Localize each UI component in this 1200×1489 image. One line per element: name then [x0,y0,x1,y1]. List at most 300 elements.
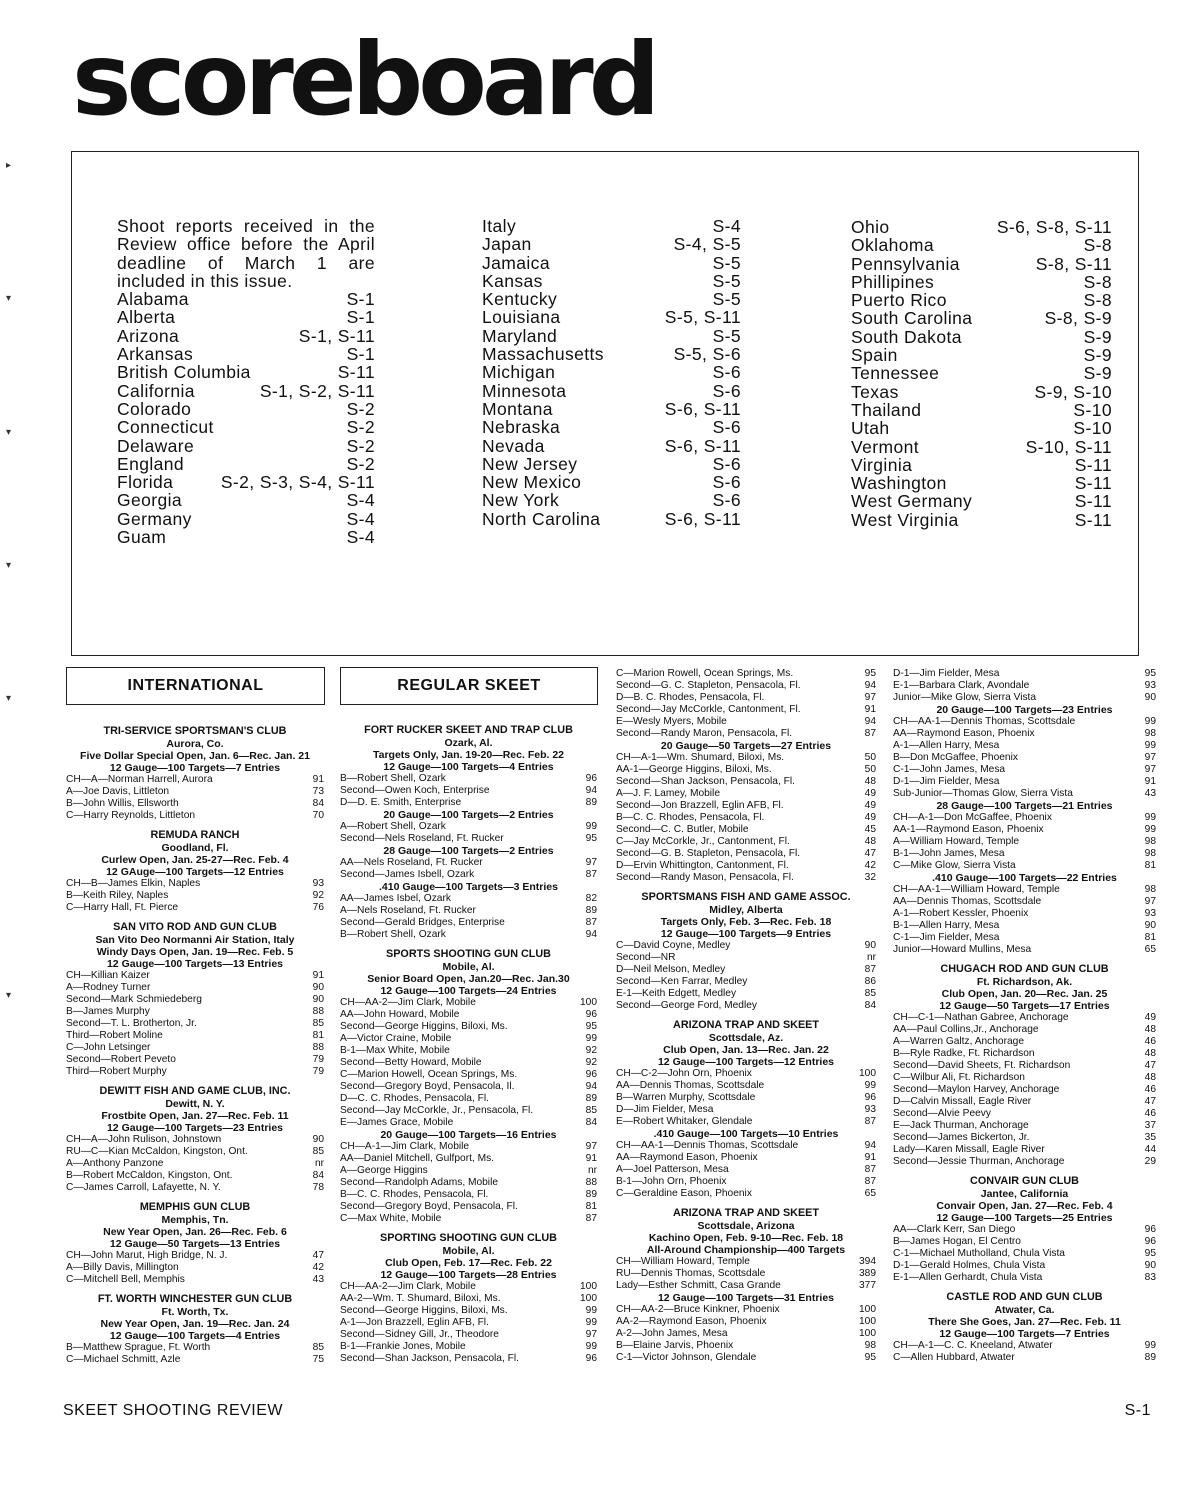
index-entry [482,491,741,509]
result-row [616,776,876,788]
shooter-score: 97 [585,1329,597,1340]
index-page-ref: S-1 [346,289,375,310]
result-row [616,1268,876,1280]
shooter-name: CH—AA-1—Dennis Thomas, Scottsdale [616,1140,799,1151]
event-heading: 12 Gauge—100 Targets—12 Entries [657,1056,835,1068]
shooter-score: 92 [585,1045,597,1056]
shooter-name: A—Rodney Turner [66,982,151,993]
shooter-name: CH—A—John Rulison, Johnstown [66,1134,222,1145]
shooter-score: 94 [864,1140,876,1151]
shooter-name: Lady—Esther Schmitt, Casa Grande [616,1280,781,1291]
index-state: West Germany [851,491,973,512]
index-list [851,218,1112,529]
club-name: DEWITT FISH AND GAME CLUB, INC. [99,1085,291,1097]
shooter-score: 97 [864,692,876,703]
shooter-name: Second—G. B. Stapleton, Pensacola, Fl. [616,848,801,859]
shooter-score: 99 [864,1080,876,1091]
shooter-score: 90 [1144,1260,1156,1271]
shooter-score: 89 [585,1189,597,1200]
event-heading: 12 Gauge—100 Targets—31 Entries [657,1292,835,1304]
index-intro: Shoot reports received in the Review office before the April deadline of March 1 are included in this issue. [117,216,375,291]
result-row [893,884,1156,896]
event-heading: Frostbite Open, Jan. 27—Rec. Feb. 11 [101,1110,289,1122]
index-state: Germany [117,508,192,529]
shooter-name: D—Neil Melson, Medley [616,964,726,975]
result-row [340,917,597,929]
footer-publication: SKEET SHOOTING REVIEW [63,1402,284,1419]
shooter-score: 94 [585,929,597,940]
index-entry [482,345,741,363]
shooter-score: 99 [585,1033,597,1044]
shooter-name: B—Warren Murphy, Scottsdale [616,1092,756,1103]
result-row [616,1352,876,1364]
event-heading: Club Open, Jan. 20—Rec. Jan. 25 [941,988,1108,1000]
result-row [340,1213,597,1225]
shooter-name: D—C. C. Rhodes, Pensacola, Fl. [340,1093,489,1104]
result-row [893,908,1156,920]
shooter-name: D-1—Jim Fielder, Mesa [893,668,1000,679]
index-state: Kansas [482,270,543,291]
result-row [340,1281,597,1293]
index-page-ref: S-6 [712,362,741,383]
result-row [66,1262,324,1274]
club-name: TRI-SERVICE SPORTSMAN'S CLUB [103,725,287,737]
shooter-score: 73 [312,786,324,797]
index-page-ref: S-4 [346,490,375,511]
shooter-name: C—Michael Schmitt, Azle [66,1354,181,1365]
result-row [616,1176,876,1188]
shooter-score: 389 [859,1268,876,1279]
shooter-score: 91 [585,1153,597,1164]
result-row [340,1045,597,1057]
result-row [340,1093,597,1105]
club-name: CHUGACH ROD AND GUN CLUB [940,963,1109,975]
index-entry [851,383,1112,401]
index-entry [482,235,741,253]
shooter-score: 44 [1144,1144,1156,1155]
shooter-score: 98 [1144,848,1156,859]
club-result-block [66,1201,324,1286]
shooter-name: B—C. C. Rhodes, Pensacola, Fl. [340,1189,489,1200]
shooter-score: 81 [312,1030,324,1041]
shooter-score: 99 [1144,716,1156,727]
shooter-name: E—James Grace, Mobile [340,1117,454,1128]
shooter-score: 84 [312,798,324,809]
result-row [340,1341,597,1353]
index-page-ref: S-2 [346,398,375,419]
club-result-block [66,921,324,1078]
shooter-name: C—James Carroll, Lafayette, N. Y. [66,1182,221,1193]
result-row [616,1164,876,1176]
result-row [616,940,876,952]
shooter-name: B—James Murphy [66,1006,150,1017]
index-page-ref: S-1 [346,307,375,328]
shooter-score: 96 [864,1092,876,1103]
result-row [616,788,876,800]
club-name: REMUDA RANCH [150,829,240,841]
event-heading: Ft. Worth, Tx. [161,1306,229,1318]
result-row [893,836,1156,848]
result-row [893,1012,1156,1024]
shooter-name: CH—Killian Kaizer [66,970,150,981]
club-name: FT. WORTH WINCHESTER GUN CLUB [97,1293,293,1305]
event-heading: 20 Gauge—100 Targets—23 Entries [936,704,1113,716]
result-row [893,752,1156,764]
index-state: Japan [482,234,532,255]
index-state: Nevada [482,435,545,456]
shooter-name: Third—Robert Murphy [66,1066,167,1077]
shooter-score: 99 [1144,812,1156,823]
shooter-score: 95 [585,1021,597,1032]
shooter-name: C—John Letsinger [66,1042,151,1053]
result-row [893,1120,1156,1132]
results-column-3 [616,668,876,1364]
result-row [893,788,1156,800]
shooter-score: 93 [864,1104,876,1115]
shooter-score: 50 [864,764,876,775]
shooter-score: 99 [585,1305,597,1316]
shooter-score: 95 [864,1352,876,1363]
shooter-score: 91 [1144,776,1156,787]
shooter-name: Second—G. C. Stapleton, Pensacola, Fl. [616,680,801,691]
index-state: Pennsylvania [851,253,960,274]
result-row [616,1000,876,1012]
results-column-4 [893,668,1156,1364]
shooter-score: 90 [312,1134,324,1145]
result-row [893,776,1156,788]
index-state: Delaware [117,435,195,456]
shooter-score: 35 [1144,1132,1156,1143]
index-state: Thailand [851,399,922,420]
shooter-name: Second—George Higgins, Biloxi, Ms. [340,1021,508,1032]
shooter-name: Second—Gerald Bridges, Enterprise [340,917,505,928]
index-entry [482,363,741,381]
shooter-name: B-1—Frankie Jones, Mobile [340,1341,466,1352]
result-row [616,704,876,716]
event-heading: Ozark, Al. [444,737,493,749]
club-name: SPORTING SHOOTING GUN CLUB [380,1232,557,1244]
shooter-score: 95 [585,833,597,844]
index-state: Ohio [851,217,890,237]
masthead: scoreboard [72,21,656,138]
result-row [893,1084,1156,1096]
shooter-name: A-1—Allen Harry, Mesa [893,740,1000,751]
club-result-block [893,704,1156,800]
shooter-score: 84 [312,1170,324,1181]
result-row [893,1096,1156,1108]
event-heading: Jantee, California [980,1188,1069,1200]
club-result-block [616,1207,876,1292]
result-row [340,1317,597,1329]
result-row [66,902,324,914]
event-heading: Targets Only, Feb. 3—Rec. Feb. 18 [660,916,832,928]
shooter-name: Second—Jessie Thurman, Anchorage [893,1156,1065,1167]
index-state: Virginia [851,454,913,475]
section-heading-regular-skeet: REGULAR SKEET [340,667,598,705]
result-row [340,1117,597,1129]
club-result-block [893,872,1156,956]
index-page-ref: S-4 [346,527,375,548]
shooter-score: 96 [1144,1224,1156,1235]
result-row [893,1048,1156,1060]
shooter-name: E-1—Barbara Clark, Avondale [893,680,1030,691]
shooter-score: 83 [1144,1272,1156,1283]
index-state: Oklahoma [851,235,934,256]
shooter-score: 92 [312,890,324,901]
club-result-block [340,845,597,881]
index-state: Colorado [117,398,192,419]
shooter-name: C—Geraldine Eason, Phoenix [616,1188,752,1199]
margin-mark: ▾ [6,293,12,304]
shooter-name: A—Joel Patterson, Mesa [616,1164,729,1175]
index-entry [117,400,375,418]
shooter-score: 47 [864,848,876,859]
result-row [893,692,1156,704]
index-page-ref: S-10 [1073,399,1112,420]
result-row [616,964,876,976]
event-heading: Memphis, Tn. [161,1214,229,1226]
index-entry [851,474,1112,492]
shooter-score: 87 [864,1176,876,1187]
index-entry [117,510,375,528]
result-row [616,1304,876,1316]
shooter-score: 100 [859,1304,876,1315]
shooter-score: 42 [312,1262,324,1273]
result-row [66,1146,324,1158]
shooter-score: 46 [1144,1036,1156,1047]
shooter-name: Second—George Higgins, Biloxi, Ms. [340,1305,508,1316]
shooter-score: 100 [859,1328,876,1339]
shooter-name: Second—Shan Jackson, Pensacola, Fl. [340,1353,519,1364]
result-row [893,1236,1156,1248]
club-result-block [340,881,597,941]
shooter-score: 48 [1144,1024,1156,1035]
margin-mark: ▾ [6,693,12,704]
shooter-score: 86 [864,976,876,987]
index-state: Florida [117,472,174,493]
index-page-ref: S-8 [1083,290,1112,311]
result-row [340,997,597,1009]
result-row [66,1066,324,1078]
shooter-score: 98 [864,1340,876,1351]
index-entry [851,364,1112,382]
club-result-block [616,668,876,740]
shooter-name: CH—A—Norman Harrell, Aurora [66,774,213,785]
shooter-name: D—Calvin Missall, Eagle River [893,1096,1032,1107]
result-row [340,773,597,785]
shooter-score: 88 [312,1042,324,1053]
result-row [893,932,1156,944]
shooter-name: A—Warren Galtz, Anchorage [893,1036,1024,1047]
result-row [616,1068,876,1080]
result-row [893,824,1156,836]
result-row [340,821,597,833]
index-state: Jamaica [482,252,550,273]
result-row [340,1329,597,1341]
shooter-name: AA—Daniel Mitchell, Gulfport, Ms. [340,1153,494,1164]
shooter-name: Second—Randy Maron, Pensacola, Fl. [616,728,793,739]
index-page-ref: S-4 [346,508,375,529]
shooter-name: B—Matthew Sprague, Ft. Worth [66,1342,211,1353]
event-heading: .410 Gauge—100 Targets—10 Entries [653,1128,839,1140]
shooter-score: 89 [1144,1352,1156,1363]
result-row [66,1030,324,1042]
index-entry [482,418,741,436]
shooter-name: CH—C-2—John Orn, Phoenix [616,1068,752,1079]
shooter-score: 89 [585,905,597,916]
event-heading: 12 Gauge—100 Targets—4 Entries [383,761,554,773]
result-row [66,810,324,822]
shooter-score: 48 [864,776,876,787]
result-row [616,668,876,680]
club-result-block [616,740,876,884]
shooter-score: 48 [1144,1072,1156,1083]
club-name: ARIZONA TRAP AND SKEET [673,1207,819,1219]
shooter-score: 75 [312,1354,324,1365]
shooter-score: 46 [1144,1084,1156,1095]
shooter-name: D-1—Jim Fielder, Mesa [893,776,1000,787]
event-heading: Scottsdale, Az. [708,1032,784,1044]
result-row [616,1104,876,1116]
club-name: SPORTSMANS FISH AND GAME ASSOC. [641,891,851,903]
result-row [616,1140,876,1152]
club-name: SPORTS SHOOTING GUN CLUB [386,948,551,960]
shooter-score: 100 [859,1068,876,1079]
event-heading: 12 Gauge—100 Targets—4 Entries [109,1330,281,1342]
index-page-ref: S-5 [712,252,741,273]
result-row [66,1342,324,1354]
event-heading: 20 Gauge—50 Targets—27 Entries [660,740,832,752]
index-page-ref: S-5, S-11 [664,307,741,328]
index-entry [482,437,741,455]
shooter-name: A—Victor Craine, Mobile [340,1033,452,1044]
shooter-name: Second—Gregory Boyd, Pensacola, Fl. [340,1201,518,1212]
index-page-ref: S-9 [1083,326,1112,347]
event-heading: 12 Gauge—100 Targets—9 Entries [660,928,832,940]
index-entry [117,528,375,546]
result-row [893,1248,1156,1260]
shooter-name: AA-1—Raymond Eason, Phoenix [893,824,1044,835]
result-row [893,1072,1156,1084]
index-state: Kentucky [482,289,558,310]
shooter-name: Second—Robert Peveto [66,1054,176,1065]
result-row [893,1272,1156,1284]
shooter-name: C—Mike Glow, Sierra Vista [893,860,1016,871]
index-list [117,290,375,546]
shooter-name: E—Jack Thurman, Anchorage [893,1120,1029,1131]
shooter-name: CH—A-1—C. C. Kneeland, Atwater [893,1340,1053,1351]
shooter-name: CH—AA-1—William Howard, Temple [893,884,1060,895]
shooter-score: 91 [312,970,324,981]
event-heading: Five Dollar Special Open, Jan. 6—Rec. Jan. 21 [80,750,310,762]
index-page-ref: S-11 [1074,491,1112,512]
index-page-ref: S-6 [712,472,741,493]
event-heading: 12 Gauge—100 Targets—23 Entries [106,1122,284,1134]
shooter-score: 99 [585,821,597,832]
shooter-name: RU—C—Kian McCaldon, Kingston, Ont. [66,1146,248,1157]
event-heading: 12 Gauge—100 Targets—13 Entries [106,958,284,970]
shooter-name: CH—A-1—Wm. Shumard, Biloxi, Ms. [616,752,785,763]
shooter-score: 99 [1144,1340,1156,1351]
index-entry [482,327,741,345]
result-row [66,798,324,810]
index-page-ref: S-9 [1083,363,1112,384]
index-page-ref: S-6 [712,490,741,511]
result-row [66,1134,324,1146]
index-entry [851,236,1112,254]
event-heading: 20 Gauge—100 Targets—2 Entries [383,809,554,821]
event-heading: Aurora, Co. [166,738,224,750]
index-entry [482,455,741,473]
index-state: Texas [851,381,899,402]
result-row [340,929,597,941]
club-result-block [340,1129,597,1225]
index-page-ref: S-5 [712,289,741,310]
club-name: CONVAIR GUN CLUB [970,1175,1079,1187]
shooter-score: 100 [580,1281,597,1292]
index-entry [117,382,375,400]
shooter-score: 85 [312,1018,324,1029]
result-row [66,878,324,890]
result-row [340,905,597,917]
shooter-name: AA—James Isbel, Ozark [340,893,451,904]
shooter-name: A—Nels Roseland, Ft. Rucker [340,905,476,916]
index-column-3 [851,218,1112,529]
shooter-score: 95 [864,668,876,679]
result-row [66,774,324,786]
result-row [66,970,324,982]
shooter-name: C—Marion Rowell, Ocean Springs, Ms. [616,668,794,679]
event-heading: 12 Gauge—100 Targets—28 Entries [380,1269,557,1281]
event-heading: Ft. Richardson, Ak. [976,976,1073,988]
club-result-block [893,963,1156,1168]
event-heading: 20 Gauge—100 Targets—16 Entries [380,1129,557,1141]
index-entry [482,308,741,326]
margin-mark: ▾ [6,560,12,571]
index-state: Michigan [482,362,556,383]
shooter-score: 50 [864,752,876,763]
event-heading: Scottsdale, Arizona [697,1220,795,1232]
shooter-score: 87 [864,964,876,975]
club-result-block [616,1292,876,1364]
shooter-score: 97 [1144,752,1156,763]
result-row [893,1108,1156,1120]
index-state: Massachusetts [482,344,604,365]
shooter-name: C—Marion Howell, Ocean Springs, Ms. [340,1069,518,1080]
shooter-name: Second—James Isbell, Ozark [340,869,475,880]
index-state: Alabama [117,289,189,310]
shooter-score: 81 [585,1201,597,1212]
club-result-block [340,809,597,845]
shooter-name: Second—James Bickerton, Jr. [893,1132,1030,1143]
index-state: Minnesota [482,380,567,401]
result-row [66,1042,324,1054]
result-row [616,872,876,884]
index-entry [851,291,1112,309]
shooter-name: AA-1—George Higgins, Biloxi, Ms. [616,764,772,775]
shooter-name: CH—AA-2—Jim Clark, Mobile [340,1281,476,1292]
shooter-name: B-1—Max White, Mobile [340,1045,450,1056]
shooter-name: C—Jay McCorkle, Jr., Cantonment, Fl. [616,836,790,847]
event-heading: 12 Gauge—100 Targets—7 Entries [109,762,281,774]
result-row [340,1177,597,1189]
shooter-name: E—Robert Whitaker, Glendale [616,1116,753,1127]
shooter-name: C—Wilbur Ali, Ft. Richardson [893,1072,1025,1083]
shooter-name: AA—Dennis Thomas, Scottsdale [616,1080,765,1091]
club-result-block [616,1019,876,1128]
event-heading: Midley, Alberta [709,904,783,916]
index-state: North Carolina [482,508,601,529]
